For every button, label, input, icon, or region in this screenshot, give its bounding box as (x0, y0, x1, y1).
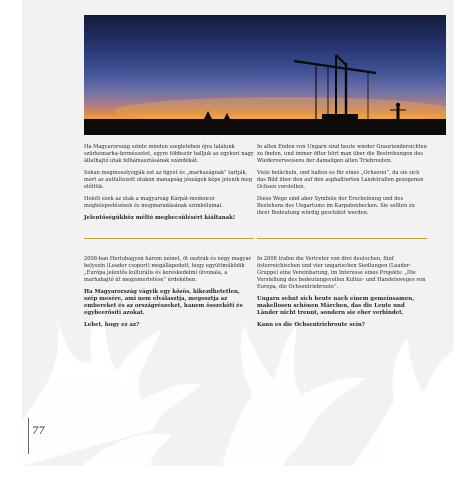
sunset-photo (84, 15, 446, 135)
german-text-top (257, 144, 427, 222)
divider-left (84, 238, 254, 239)
paragraph: In 2008 trafen die Vertreter von drei deutschen, fünf österreichischen und vier ungarischen Siedlungen (Leader-Gruppe) eine Vereinbarung, im Interesse eines Projekts: „Die Vorstellung des bedeutungsvollen Kultur- und Handelsweges von Europa, die Ochsentriebroute”. (257, 256, 426, 290)
divider-right (257, 238, 427, 239)
paragraph: Sokan megmosolyogják ezt az ügyet és „marhaságnak” tartják, mert az autfaltozott utakon manapság jószágok képe jelenik meg előttük. (84, 170, 253, 190)
paragraph: In allen Enden von Ungarn sind heute wieder Grauriendersichten zu finden, und immer öfter hört man über die Bestrebungen des Wiederverweisens der damaligen alten Triebrouten. (257, 144, 427, 164)
page-number-line (28, 418, 29, 454)
magazine-page (22, 0, 454, 466)
bold-paragraph: Ha Magyarország vágyik egy közös, kikezdhetetlen, szép mesére, ami nem elválasztja, megosztja az embereket és az országrészeket, hanem összeköti és egybeerősíti azokat. (84, 289, 243, 316)
paragraph: Diese Wege sind aber Symbole der Erscheinung und des Bestehens des Ungartums im Karpatenbecken. Sie sollten zu ihrer Bedeutung würdig geschätzt werden. (257, 196, 415, 216)
hungarian-text-bottom (84, 256, 254, 334)
paragraph: Holott ezek az utak a magyarság Kárpát-medencei megtelepedésének és megmaradásának szimbólumai. (84, 196, 223, 209)
paragraph: Viele belächeln, und halten es für eines „Ochserei”, da sie sich das Bild über den auf den asphaltierten Landstraßen gezogenen Ochsen vorstellen. (257, 170, 424, 190)
page-number: 77 (32, 426, 45, 437)
german-text-bottom (257, 256, 427, 334)
bold-paragraph: Jelentőségükhöz méltó megbecsülésért kiáltanak! (84, 215, 236, 221)
hungarian-text-top (84, 144, 254, 227)
bold-paragraph: Ungarn sehnt sich heute nach einem gemeinsamen, makellosen schönen Märchen, das die Leute und Länder nicht trennt, sondern sie eher verbindet. (257, 296, 415, 316)
well-sweep-silhouette (84, 15, 446, 135)
bold-question: Kann es die Ochsentriebroute sein? (257, 322, 365, 328)
paragraph: 2008-ban Hertobágyon három német, öt osztrák és négy magyar helyszín (Leader csoport) megállapodott, hogy együttműködik „Európa jelentős kulturális és kereskedelmi útvonala, a marhahajtó út megismertetése” érdekében. (84, 256, 252, 283)
bold-question: Lehet, hogy ez az? (84, 322, 140, 328)
paragraph: Ha Magyarország szinte minden szegletében ójra találunk szürkemarha-természetet, egyre többször halljuk az egykori nagy állathajtó utak felhámasztásának szándékát. (84, 144, 254, 164)
